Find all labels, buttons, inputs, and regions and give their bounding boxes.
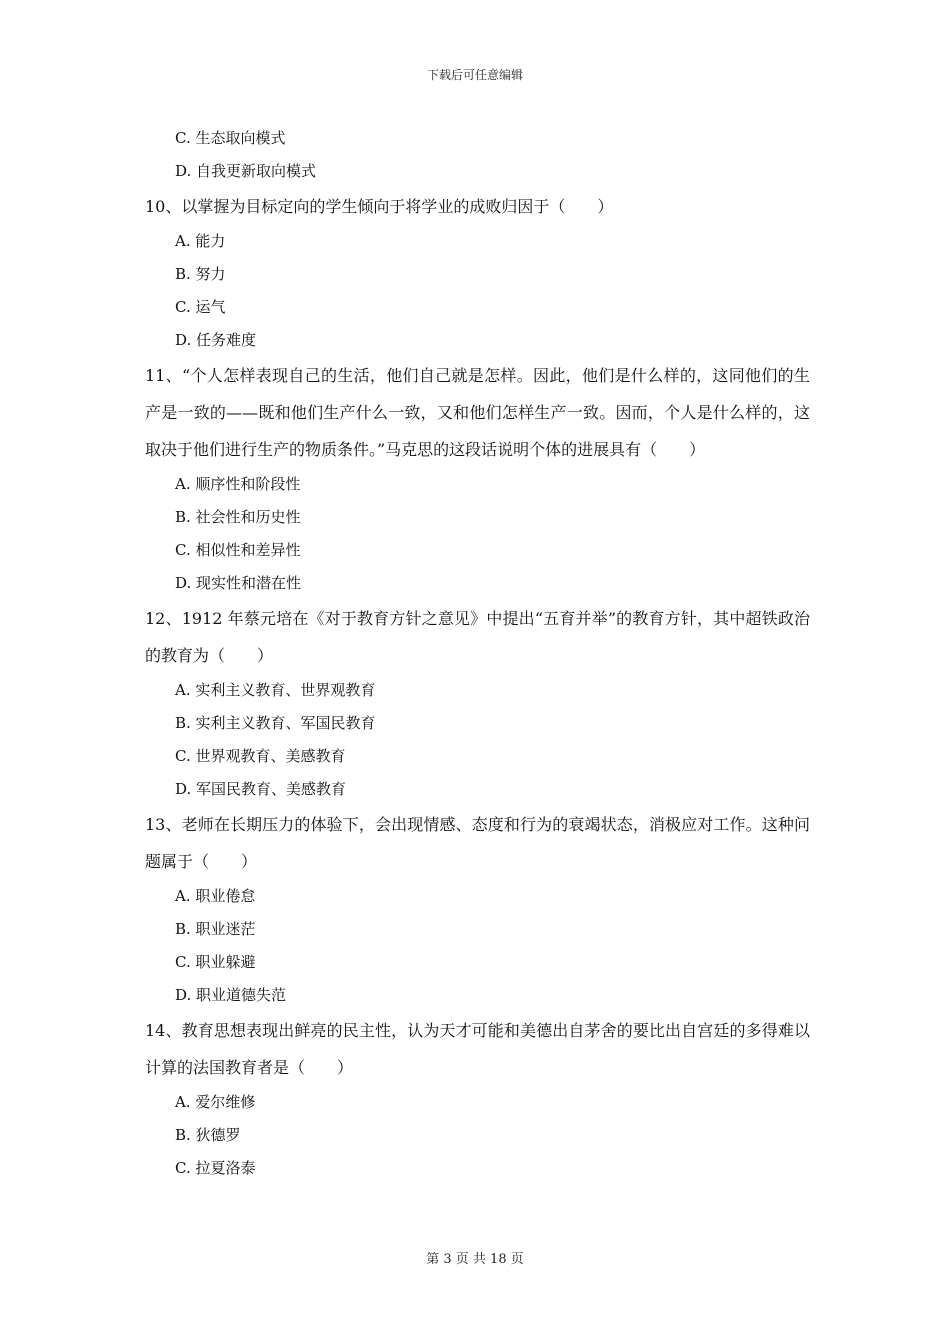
question-14-stem: 14、教育思想表现出鲜亮的民主性，认为天才可能和美德出自茅舍的要比出自宫廷的多得难以计算的法国教育者是（ ） xyxy=(145,1021,810,1077)
page-content xyxy=(145,122,810,1185)
question-13-stem: 13、老师在长期压力的体验下，会出现情感、态度和行为的衰竭状态，消极应对工作。这种问题属于（ ） xyxy=(145,815,810,871)
option-13a: A. 职业倦怠 xyxy=(175,887,256,905)
option-12d: D. 军国民教育、美感教育 xyxy=(175,780,347,798)
option-12b: B. 实利主义教育、军国民教育 xyxy=(175,714,376,732)
option-11d: D. 现实性和潜在性 xyxy=(175,574,302,592)
option-14a: A. 爱尔维修 xyxy=(175,1093,256,1111)
option-9c: C. 生态取向模式 xyxy=(175,129,286,147)
option-11a: A. 顺序性和阶段性 xyxy=(175,475,301,493)
option-10c: C. 运气 xyxy=(175,298,226,316)
question-12-stem: 12、1912 年蔡元培在《对于教育方针之意见》中提出“五育并举”的教育方针，其中超铁政治的教育为（ ） xyxy=(145,609,810,665)
option-14b: B. 狄德罗 xyxy=(175,1126,241,1144)
page-header: 下载后可任意编辑 xyxy=(426,68,523,82)
option-14c: C. 拉夏洛泰 xyxy=(175,1159,256,1177)
option-12c: C. 世界观教育、美感教育 xyxy=(175,747,346,765)
option-13c: C. 职业躲避 xyxy=(175,953,256,971)
option-9d: D. 自我更新取向模式 xyxy=(175,162,317,180)
question-11-stem: 11、“个人怎样表现自己的生活，他们自己就是怎样。因此，他们是什么样的，这同他们的生产是一致的——既和他们生产什么一致，又和他们怎样生产一致。因而，个人是什么样的，这取决于他们进行生产的物质条件。”马克思的这段话说明个体的进展具有（ ） xyxy=(145,366,810,459)
option-12a: A. 实利主义教育、世界观教育 xyxy=(175,681,376,699)
option-13d: D. 职业道德失范 xyxy=(175,986,287,1004)
option-11c: C. 相似性和差异性 xyxy=(175,541,301,559)
question-10-stem: 10、以掌握为目标定向的学生倾向于将学业的成败归因于（ ） xyxy=(145,197,614,216)
option-10d: D. 任务难度 xyxy=(175,331,257,349)
option-11b: B. 社会性和历史性 xyxy=(175,508,301,526)
option-10b: B. 努力 xyxy=(175,265,226,283)
option-13b: B. 职业迷茫 xyxy=(175,920,256,938)
option-10a: A. 能力 xyxy=(175,232,226,250)
page-footer: 第 3 页 共 18 页 xyxy=(426,1252,524,1267)
